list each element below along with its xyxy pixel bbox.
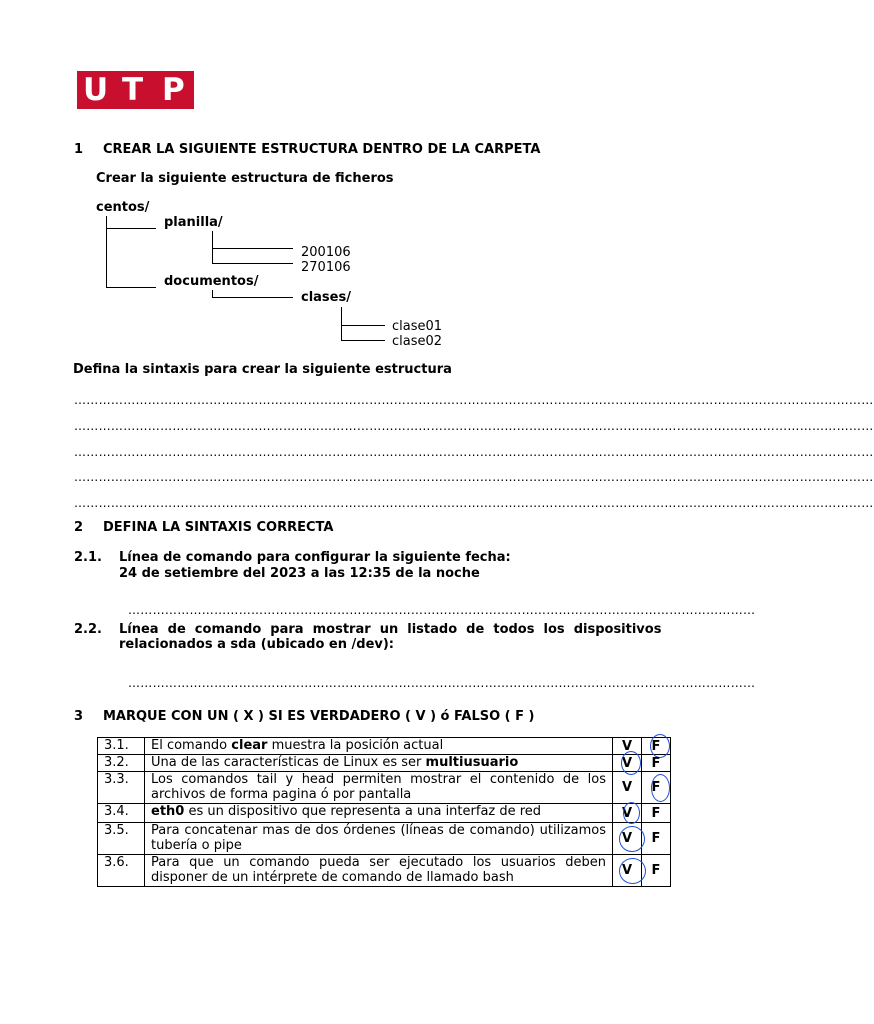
true-cell[interactable] (613, 804, 642, 823)
table-row (98, 738, 671, 755)
statement-text: Una de las características de Linux es ser multiusuario (145, 755, 613, 772)
statement-text: eth0 es un dispositivo que representa a una interfaz de red (145, 804, 613, 823)
table-row (98, 855, 671, 887)
true-label: V (621, 780, 633, 795)
table-row (98, 755, 671, 772)
logo-letter-u: U (83, 72, 109, 108)
false-label: F (651, 863, 661, 878)
row-number: 3.3. (98, 772, 145, 804)
false-label: F (651, 805, 661, 821)
tree-clases: clases/ (301, 290, 351, 305)
section3-heading: MARQUE CON UN ( X ) SI ES VERDADERO ( V ) ó FALSO ( F ) (103, 709, 535, 724)
tree-line (106, 287, 156, 288)
tree-file-clase01: clase01 (392, 319, 443, 334)
answer-line-2-1[interactable]: ……………………………………………………………………………………………………………………………………… (128, 603, 756, 617)
tree-file-270106: 270106 (301, 260, 351, 275)
true-cell[interactable] (613, 855, 642, 887)
row-number: 3.5. (98, 823, 145, 855)
true-false-table (97, 737, 671, 887)
true-cell[interactable] (613, 823, 642, 855)
false-cell[interactable] (642, 772, 671, 804)
false-label: F (651, 780, 661, 795)
tree-line (341, 325, 385, 326)
section1-number: 1 (74, 142, 84, 157)
question-2-2-text: Línea de comando para mostrar un listado de todos los dispositivos (119, 622, 662, 637)
table-row (98, 823, 671, 855)
section2-number: 2 (74, 520, 84, 535)
true-label: V (621, 805, 633, 821)
tree-line (212, 248, 293, 249)
section1-subheading: Crear la siguiente estructura de ficheros (96, 171, 394, 186)
question-2-1-number: 2.1. (74, 550, 102, 565)
answer-line[interactable]: …………………………………………………………………………………………………………………………………………………………………………… (74, 419, 874, 433)
tree-line (341, 307, 342, 341)
logo-letter-p: P (162, 72, 185, 108)
answer-line-2-2[interactable]: ……………………………………………………………………………………………………………………………………… (128, 676, 756, 690)
question-2-2-number: 2.2. (74, 622, 102, 637)
answer-line[interactable]: …………………………………………………………………………………………………………………………………………………………………………… (74, 470, 874, 484)
table-row (98, 772, 671, 804)
tree-line (341, 340, 385, 341)
statement-text: Para concatenar mas de dos órdenes (líneas de comando) utilizamos tubería o pipe (145, 823, 613, 855)
section1-heading: CREAR LA SIGUIENTE ESTRUCTURA DENTRO DE LA CARPETA (103, 142, 541, 157)
tree-planilla: planilla/ (164, 215, 223, 230)
false-cell[interactable] (642, 738, 671, 755)
true-label: V (621, 831, 633, 846)
false-label: F (651, 831, 661, 846)
true-label: V (621, 738, 633, 754)
statement-text: Para que un comando pueda ser ejecutado los usuarios deben disponer de un intérprete de comando de llamado bash (145, 855, 613, 887)
false-label: F (651, 738, 661, 754)
row-number: 3.1. (98, 738, 145, 755)
answer-line[interactable]: …………………………………………………………………………………………………………………………………………………………………………… (74, 496, 874, 510)
true-cell[interactable] (613, 772, 642, 804)
row-number: 3.2. (98, 755, 145, 772)
section3-number: 3 (74, 709, 84, 724)
question-2-1-text: Línea de comando para configurar la siguiente fecha: (119, 550, 511, 565)
question-2-2-text-cont: relacionados a sda (ubicado en /dev): (119, 637, 394, 652)
answer-line[interactable]: …………………………………………………………………………………………………………………………………………………………………………… (74, 445, 874, 459)
statement-text: El comando clear muestra la posición actual (145, 738, 613, 755)
false-cell[interactable] (642, 855, 671, 887)
tree-root: centos/ (96, 200, 150, 215)
table-row (98, 804, 671, 823)
answer-mark-circle (651, 774, 670, 802)
false-label: F (651, 755, 661, 771)
logo-letter-t: T (122, 72, 144, 108)
row-number: 3.6. (98, 855, 145, 887)
section2-heading: DEFINA LA SINTAXIS CORRECTA (103, 520, 334, 535)
tree-file-200106: 200106 (301, 245, 351, 260)
statement-text: Los comandos tail y head permiten mostrar el contenido de los archivos de forma pagina ó por pantalla (145, 772, 613, 804)
row-number: 3.4. (98, 804, 145, 823)
question-2-1-date: 24 de setiembre del 2023 a las 12:35 de la noche (119, 566, 480, 581)
tree-line (106, 216, 107, 287)
utp-logo (77, 71, 194, 109)
true-label: V (621, 863, 633, 878)
tree-file-clase02: clase02 (392, 334, 443, 349)
tree-line (212, 263, 293, 264)
answer-mark-circle (623, 802, 640, 824)
tree-line (106, 228, 156, 229)
tree-documentos: documentos/ (164, 274, 259, 289)
false-cell[interactable] (642, 804, 671, 823)
section1-prompt: Defina la sintaxis para crear la siguiente estructura (73, 362, 452, 377)
true-cell[interactable] (613, 755, 642, 772)
false-cell[interactable] (642, 823, 671, 855)
tree-line (212, 297, 293, 298)
true-label: V (621, 755, 633, 771)
false-cell[interactable] (642, 755, 671, 772)
answer-line[interactable]: …………………………………………………………………………………………………………………………………………………………………………… (74, 393, 874, 407)
